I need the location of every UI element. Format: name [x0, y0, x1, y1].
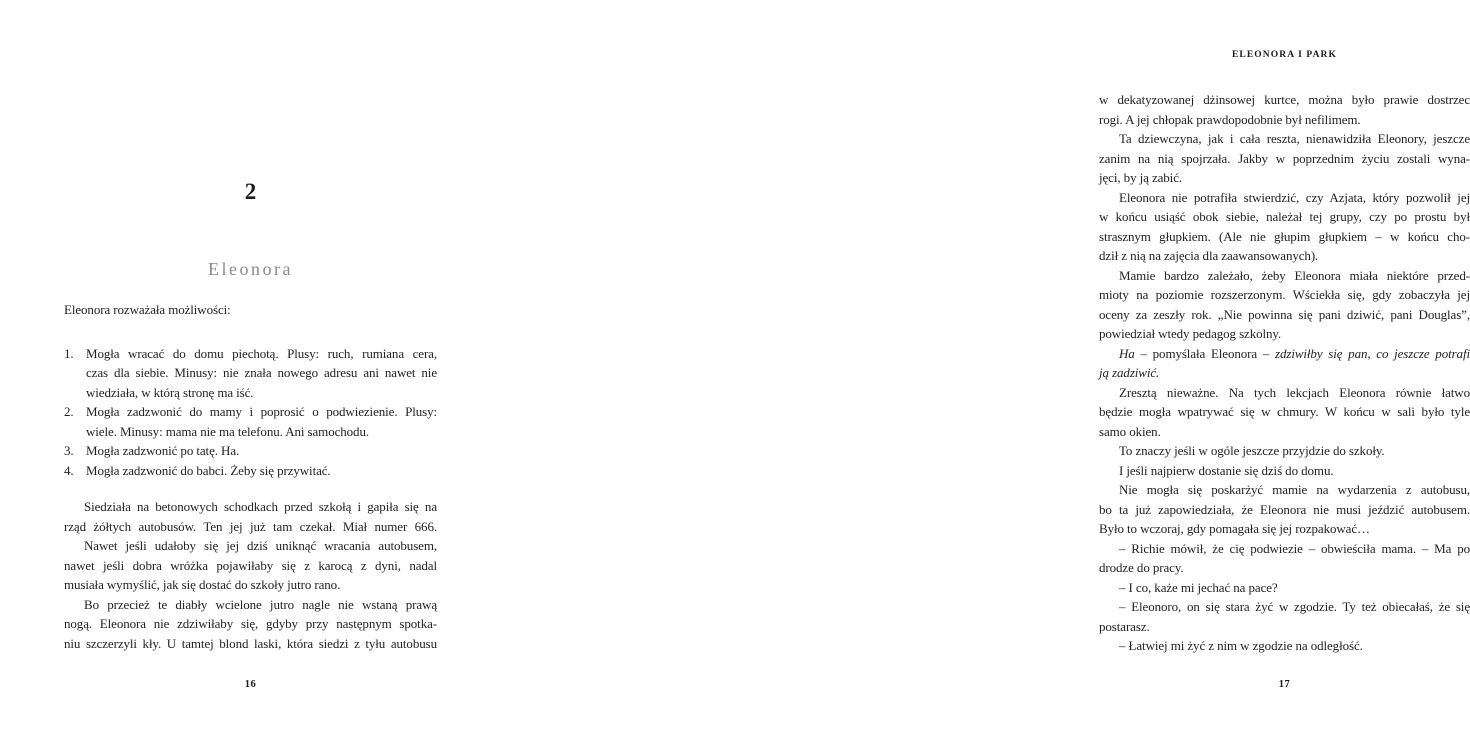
text-line: będzie mogła wpatrywać się w chmury. W końcu w sali było tyle [1099, 404, 1470, 419]
list-item-marker: 4. [64, 462, 74, 478]
right-page-body [1099, 90, 1470, 656]
text-line: drodze do pracy. [1099, 560, 1184, 575]
paragraph [1099, 90, 1470, 129]
right-page [512, 0, 1470, 749]
paragraph [1099, 461, 1470, 481]
list-item [64, 402, 437, 441]
text-line: powiedział wtedy pedagog szkolny. [1099, 326, 1282, 341]
text-line: rząd żółtych autobusów. Ten jej już tam czekał. Miał numer 666. [64, 518, 437, 534]
text-line: – I co, każe mi jechać na pace? [1119, 579, 1278, 595]
text-line: w dekatyzowanej dżinsowej kurtce, można było prawie dostrzec [1099, 92, 1470, 107]
running-header: ELEONORA I PARK [1231, 50, 1337, 60]
paragraph [64, 595, 437, 654]
text-line: Było to wczoraj, gdy pomagała się jej rozpakować… [1099, 521, 1370, 536]
text-line: Nie mogła się poskarżyć mamie na wydarzenia z autobusu, [1119, 482, 1470, 497]
page-number-left: 16 [244, 679, 257, 690]
text-line: strasznym głupkiem. (Ale nie głupim głupkiem – w końcu cho- [1099, 228, 1470, 244]
paragraph [1099, 188, 1470, 266]
text-line: Ha – pomyślała Eleonora – zdziwiłby się pan, co jeszcze potrafi [1119, 345, 1470, 361]
text-line: wiedziała, w którą stronę ma iść. [86, 384, 254, 400]
text-line: – Richie mówił, że cię podwiezie – obwieściła mama. – Ma po [1119, 540, 1470, 556]
list-item [64, 461, 437, 481]
text-line: w końcu usiąść obok siebie, należał tej grupy, czy po prostu był [1099, 209, 1470, 224]
text-line: – Eleonoro, on się stara żyć w zgodzie. Ty też obiecałaś, że się [1119, 599, 1470, 614]
text-line: oceny za zeszły rok. „Nie powinna się pani dziwić, pani Douglas”, [1099, 306, 1470, 322]
paragraph [1099, 578, 1470, 598]
text-line: Mamie bardzo zależało, żeby Eleonora miała niektóre przed- [1119, 267, 1470, 283]
paragraph [64, 300, 437, 320]
text-line: dził z nią na zajęcia dla zaawansowanych). [1099, 248, 1319, 263]
text-line: Ta dziewczyna, jak i cała reszta, nienawidziła Eleonory, jeszcze [1119, 131, 1470, 146]
list-item-marker: 3. [64, 443, 74, 458]
list-item-text [86, 344, 437, 403]
text-line: Eleonora rozważała możliwości: [64, 302, 231, 317]
text-line: czas dla siebie. Minusy: nie znała nowego adresu ani nawet nie [86, 365, 437, 380]
text-line: Mogła zadzwonić do babci. Żeby się przywitać. [86, 462, 331, 478]
list-item-marker: 2. [64, 404, 74, 419]
paragraph [1099, 383, 1470, 442]
paragraph [64, 497, 437, 536]
text-line: ją zadziwić. [1099, 365, 1160, 380]
list-item [64, 441, 437, 461]
list-item-text [86, 461, 437, 481]
paragraph [1099, 597, 1470, 636]
text-line: – Łatwiej mi żyć z nim w zgodzie na odległość. [1119, 638, 1363, 653]
paragraph [1099, 129, 1470, 188]
text-line: musiała wymyślić, jak się dostać do szkoły jutro rano. [64, 577, 341, 592]
list-item-text [86, 441, 437, 461]
list-item-marker: 1. [64, 345, 74, 361]
list-item [64, 344, 437, 403]
paragraph [1099, 344, 1470, 383]
chapter-number: 2 [244, 179, 257, 204]
page-number-right: 17 [1278, 679, 1291, 690]
text-line: Siedziała na betonowych schodkach przed szkołą i gapiła się na [84, 499, 437, 514]
text-line: nogą. Eleonora nie zdziwiłaby się, gdyby przy następnym spotka- [64, 616, 437, 631]
text-line: rogi. A jej chłopak prawdopodobnie był nefilimem. [1099, 111, 1361, 127]
text-line: Bo przecież te diabły wcielone jutro nagle nie wstaną prawą [84, 596, 437, 612]
paragraph [1099, 441, 1470, 461]
paragraph [1099, 480, 1470, 539]
list-item-text [86, 402, 437, 441]
paragraph [1099, 539, 1470, 578]
paragraph [1099, 636, 1470, 656]
chapter-title: Eleonora [208, 259, 293, 279]
text-line: wiele. Minusy: mama nie ma telefonu. Ani samochodu. [86, 423, 370, 439]
text-line: bo ta już zapowiedziała, że Eleonora nie musi jeździć autobusem. [1099, 501, 1470, 517]
text-line: Mogła wracać do domu piechotą. Plusy: ruch, rumiana cera, [86, 345, 437, 361]
text-line: To znaczy jeśli w ogóle jeszcze przyjdzie do szkoły. [1119, 443, 1385, 458]
paragraph [1099, 266, 1470, 344]
text-line: Eleonora nie potrafiła stwierdzić, czy Azjata, który pozwolił jej [1119, 189, 1470, 205]
text-line: Zresztą nieważne. Na tych lekcjach Eleonora równie łatwo [1119, 384, 1470, 400]
text-line: jęci, by ją zabić. [1099, 170, 1183, 185]
text-line: Nawet jeśli udałoby się jej dziś uniknąć wracania autobusem, [84, 538, 437, 553]
text-line: samo okien. [1099, 423, 1161, 439]
text-line: Mogła zadzwonić do mamy i poprosić o podwiezienie. Plusy: [86, 404, 437, 419]
text-line: Mogła zadzwonić po tatę. Ha. [86, 443, 240, 458]
left-page [0, 0, 512, 749]
text-line: niu szczerzyli kły. U tamtej blond laski, która siedzi z tyłu autobusu [64, 635, 437, 651]
text-line: mioty na poziomie rozszerzonym. Wściekła się, gdy zobaczyła jej [1099, 287, 1470, 302]
text-line: zanim na nią spojrzała. Jakby w poprzednim życiu zostali wyna- [1099, 150, 1470, 166]
text-line: postarasz. [1099, 618, 1150, 634]
text-line: nawet jeśli dobra wróżka pojawiłaby się z karocą z dyni, nadal [64, 557, 437, 573]
left-page-body [64, 300, 437, 653]
paragraph [64, 536, 437, 595]
text-line: I jeśli najpierw dostanie się dziś do domu. [1119, 462, 1334, 478]
numbered-list [64, 344, 437, 481]
